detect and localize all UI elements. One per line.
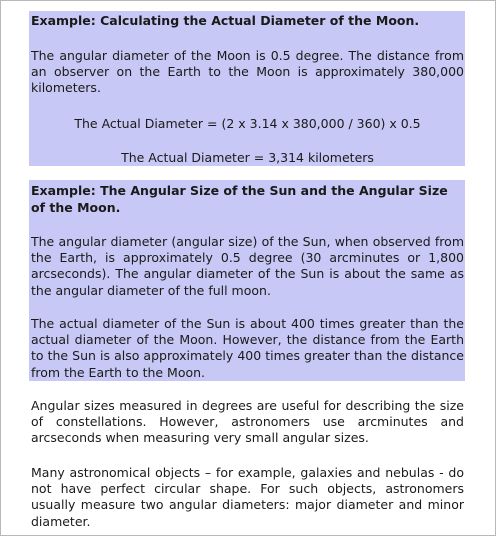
example-heading-sun-moon: Example: The Angular Size of the Sun and the Angular Size of the Moon. xyxy=(31,183,448,215)
result-line: The Actual Diameter = 3,314 kilometers xyxy=(121,150,374,165)
formula-line: The Actual Diameter = (2 x 3.14 x 380,000 / 360) x 0.5 xyxy=(74,116,421,131)
body-paragraph-astronomical-objects: Many astronomical objects – for example, galaxies and nebulas - do not have perfect circular shape. For such objects, astronomers usually measure two angular diameters: major diameter and minor diameter. xyxy=(31,465,464,529)
example-paragraph-moon-diameter: The angular diameter of the Moon is 0.5 degree. The distance from an observer on the Earth to the Moon is approximately 380,000 kilometers. xyxy=(31,48,464,96)
example-paragraph-sun-actual-diameter: The actual diameter of the Sun is about 400 times greater than the actual diameter of the Moon. However, the distance from the Earth to the Sun is also approximately 400 times greater than the distance from the Earth to the Moon. xyxy=(31,316,464,380)
example-heading-moon-diameter: Example: Calculating the Actual Diameter of the Moon. xyxy=(31,13,420,28)
example-paragraph-sun-angular-size: The angular diameter (angular size) of the Sun, when observed from the Earth, is approximately 0.5 degree (30 arcminutes or 1,800 arcseconds). The angular diameter of the Sun is about the same as the angular diameter of the full moon. xyxy=(31,234,464,298)
body-paragraph-constellations: Angular sizes measured in degrees are useful for describing the size of constellations. However, astronomers use arcminutes and arcseconds when measuring very small angular sizes. xyxy=(31,398,464,446)
